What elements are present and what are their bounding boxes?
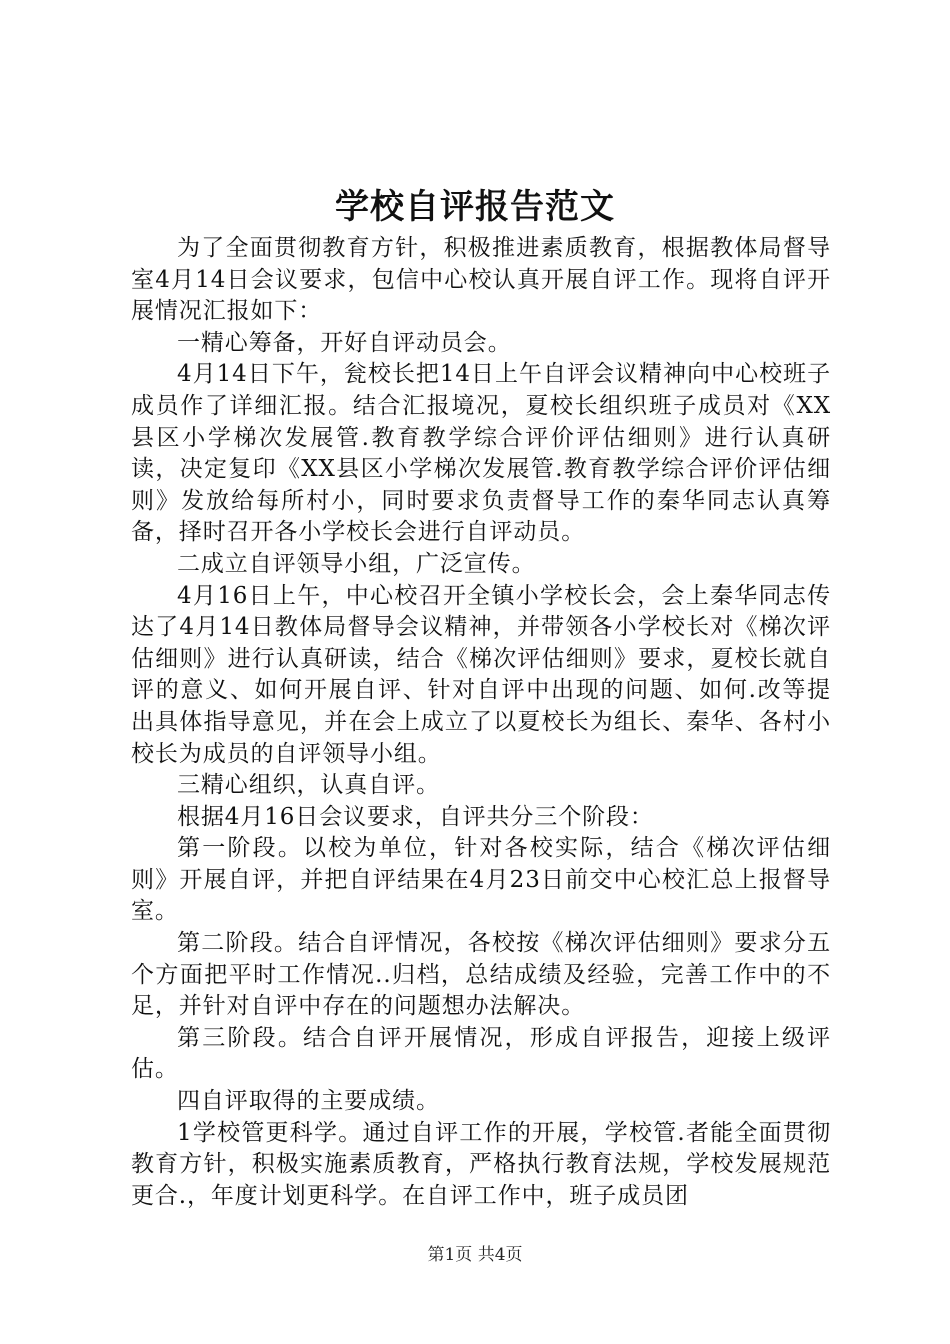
paragraph-stage-2: 第二阶段。结合自评情况，各校按《梯次评估细则》要求分五个方面把平时工作情况..归档，总结成绩及经验，完善工作中的不足，并针对自评中存在的问题想办法解决。	[131, 930, 831, 1020]
page-footer: 第1页 共4页	[427, 1245, 523, 1265]
section-heading-1: 一精心筹备，开好自评动员会。	[177, 329, 512, 356]
paragraph: 1学校管更科学。通过自评工作的开展，学校管.者能全面贯彻教育方针，积极实施素质教育，严格执行教育法规，学校发展规范更合.，年度计划更科学。在自评工作中，班子成员团	[131, 1119, 831, 1209]
paragraph: 4月16日上午，中心校召开全镇小学校长会，会上秦华同志传达了4月14日教体局督导会议精神，并带领各小学校长对《梯次评估细则》进行认真研读，结合《梯次评估细则》要求，夏校长就自评的意义、如何开展自评、针对自评中出现的问题、如何.改等提出具体指导意见，并在会上成立了以夏校长为组长、秦华、各村小校长为成员的自评领导小组。	[131, 582, 831, 767]
paragraph: 4月14日下午，瓮校长把14日上午自评会议精神向中心校班子成员作了详细汇报。结合汇报境况，夏校长组织班子成员对《XX县区小学梯次发展管.教育教学综合评价评估细则》进行认真研读，决定复印《XX县区小学梯次发展管.教育教学综合评价评估细则》发放给每所村小，同时要求负责督导工作的秦华同志认真筹备，择时召开各小学校长会进行自评动员。	[131, 361, 831, 546]
document-title: 学校自评报告范文	[335, 187, 615, 227]
paragraph-stage-1: 第一阶段。以校为单位，针对各校实际，结合《梯次评估细则》开展自评，并把自评结果在4月23日前交中心校汇总上报督导室。	[131, 835, 831, 925]
document-body	[131, 233, 831, 1212]
paragraph-stage-3: 第三阶段。结合自评开展情况，形成自评报告，迎接上级评估。	[131, 1024, 831, 1083]
section-heading-3: 三精心组织，认真自评。	[177, 772, 440, 799]
paragraph: 根据4月16日会议要求，自评共分三个阶段：	[177, 803, 654, 830]
paragraph-intro: 为了全面贯彻教育方针，积极推进素质教育，根据教体局督导室4月14日会议要求，包信中心校认真开展自评工作。现将自评开展情况汇报如下：	[131, 235, 831, 325]
section-heading-2: 二成立自评领导小组，广泛宣传。	[177, 550, 536, 577]
section-heading-4: 四自评取得的主要成绩。	[177, 1088, 440, 1115]
